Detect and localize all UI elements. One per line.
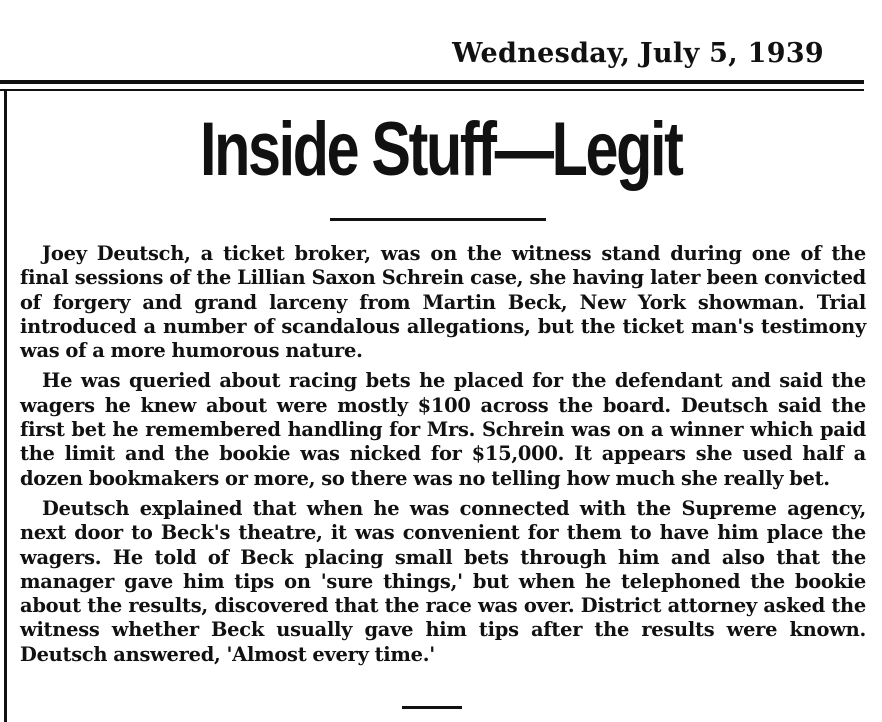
article-headline: Inside Stuff—Legit xyxy=(200,107,682,192)
headline-underline xyxy=(330,218,546,221)
article-paragraph-1: Joey Deutsch, a ticket broker, was on the witness stand during one of the final sessions of the Lillian Saxon Schrein case, she having later been convicted of forgery and grand larceny from Martin Beck, New York showman. Trial introduced a number of scandalous allegations, but the ticket man's testimony was of a more humorous nature. xyxy=(20,242,866,363)
article-paragraph-2: He was queried about racing bets he placed for the defendant and said the wagers he knew about were mostly $100 across the board. Deutsch said the first bet he remembered handling for Mrs. Schrein was on a winner which paid the limit and the bookie was nicked for $15,000. It appears she used half a dozen bookmakers or more, so there was no telling how much she really bet. xyxy=(20,369,866,490)
article-body xyxy=(20,242,866,673)
article-end-rule xyxy=(402,706,462,709)
issue-dateline: Wednesday, July 5, 1939 xyxy=(452,38,824,69)
header-rule-thick xyxy=(0,80,864,84)
article-paragraph-3: Deutsch explained that when he was connected with the Supreme agency, next door to Beck's theatre, it was convenient for them to have him place the wagers. He told of Beck placing small bets through him and also that the manager gave him tips on 'sure things,' but when he telephoned the bookie about the results, discovered that the race was over. District attorney asked the witness whether Beck usually gave him tips after the results were known. Deutsch answered, 'Almost every time.' xyxy=(20,496,866,666)
column-border xyxy=(4,90,7,722)
header-rule-thin xyxy=(0,89,864,91)
